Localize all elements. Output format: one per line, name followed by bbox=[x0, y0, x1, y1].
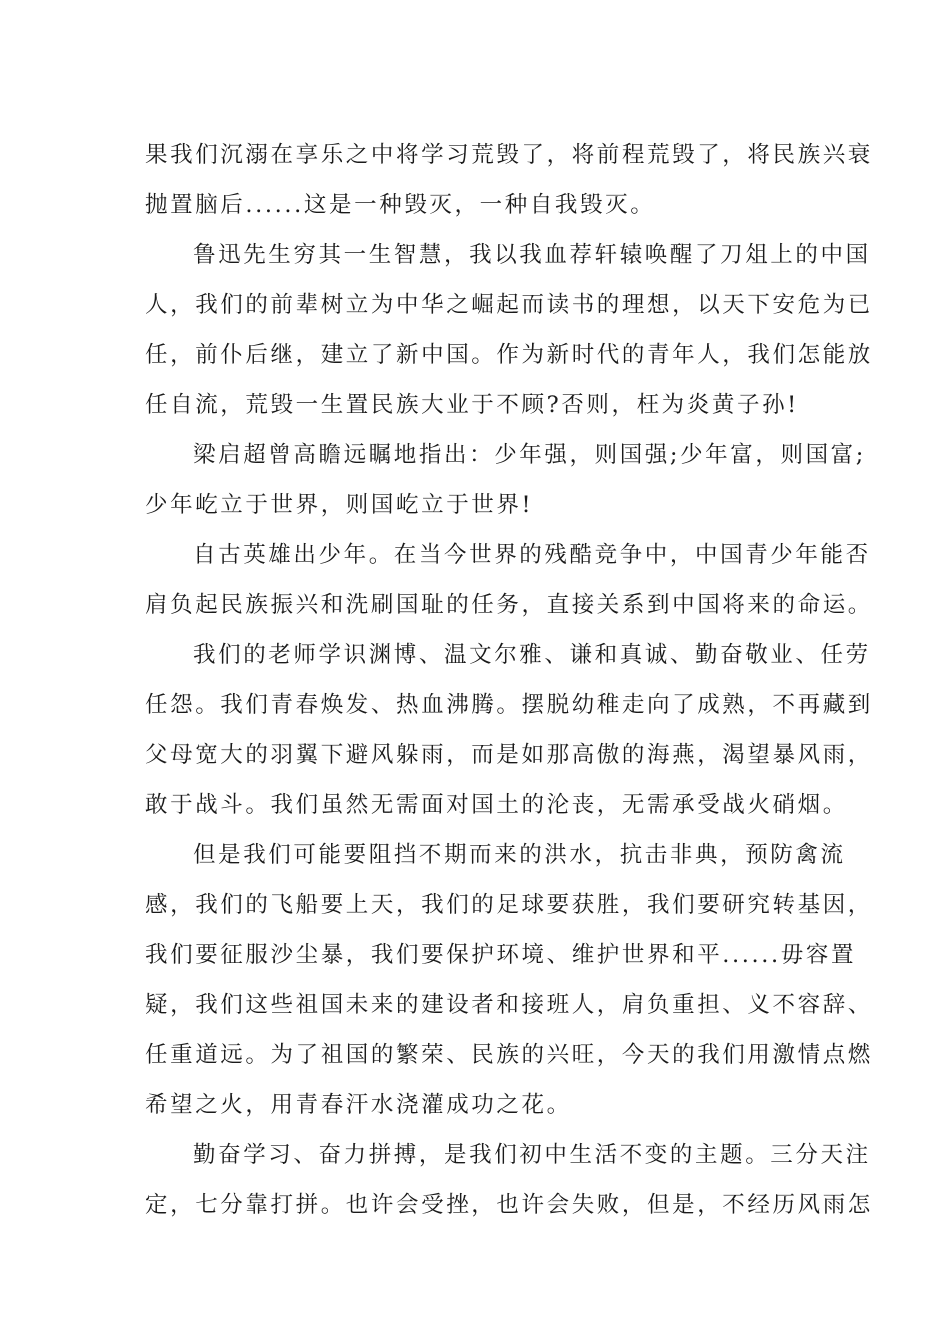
paragraph-line: 感，我们的飞船要上天，我们的足球要获胜，我们要研究转基因， bbox=[145, 892, 873, 918]
paragraph-7 bbox=[145, 1130, 873, 1230]
paragraph-4 bbox=[145, 530, 873, 630]
paragraph-2 bbox=[145, 230, 873, 430]
paragraph-line: 鲁迅先生穷其一生智慧，我以我血荐轩辕唤醒了刀俎上的中国 bbox=[193, 242, 871, 268]
paragraph-line: 疑，我们这些祖国未来的建设者和接班人，肩负重担、义不容辞、 bbox=[145, 992, 873, 1018]
paragraph-line: 抛置脑后......这是一种毁灭，一种自我毁灭。 bbox=[145, 192, 656, 218]
paragraph-line: 人，我们的前辈树立为中华之崛起而读书的理想，以天下安危为已 bbox=[145, 292, 873, 318]
paragraph-line: 敢于战斗。我们虽然无需面对国土的沦丧，无需承受战火硝烟。 bbox=[145, 792, 848, 818]
paragraph-5 bbox=[145, 630, 873, 830]
paragraph-line: 任自流，荒毁一生置民族大业于不顾?否则，枉为炎黄子孙! bbox=[145, 392, 799, 418]
paragraph-line: 果我们沉溺在享乐之中将学习荒毁了，将前程荒毁了，将民族兴衰 bbox=[145, 142, 873, 168]
paragraph-line: 我们的老师学识渊博、温文尔雅、谦和真诚、勤奋敬业、任劳 bbox=[193, 642, 871, 668]
paragraph-1 bbox=[145, 130, 873, 230]
paragraph-line: 勤奋学习、奋力拼搏，是我们初中生活不变的主题。三分天注 bbox=[193, 1142, 871, 1168]
paragraph-line: 定，七分靠打拼。也许会受挫，也许会失败，但是，不经历风雨怎 bbox=[145, 1192, 873, 1218]
document-body bbox=[145, 130, 873, 1230]
paragraph-line: 任，前仆后继，建立了新中国。作为新时代的青年人，我们怎能放 bbox=[145, 342, 873, 368]
paragraph-line: 任怨。我们青春焕发、热血沸腾。摆脱幼稚走向了成熟，不再藏到 bbox=[145, 692, 873, 718]
paragraph-line: 少年屹立于世界，则国屹立于世界! bbox=[145, 492, 534, 518]
paragraph-line: 父母宽大的羽翼下避风躲雨，而是如那高傲的海燕，渴望暴风雨， bbox=[145, 742, 873, 768]
paragraph-line: 自古英雄出少年。在当今世界的残酷竞争中，中国青少年能否 bbox=[193, 542, 871, 568]
paragraph-line: 梁启超曾高瞻远瞩地指出：少年强，则国强;少年富，则国富; bbox=[193, 442, 866, 468]
paragraph-line: 但是我们可能要阻挡不期而来的洪水，抗击非典，预防禽流 bbox=[193, 842, 846, 868]
paragraph-line: 任重道远。为了祖国的繁荣、民族的兴旺，今天的我们用激情点燃 bbox=[145, 1042, 873, 1068]
paragraph-3 bbox=[145, 430, 866, 530]
paragraph-line: 希望之火，用青春汗水浇灌成功之花。 bbox=[145, 1092, 572, 1118]
paragraph-6 bbox=[145, 830, 873, 1130]
paragraph-line: 我们要征服沙尘暴，我们要保护环境、维护世界和平......毋容置 bbox=[145, 942, 857, 968]
paragraph-line: 肩负起民族振兴和洗刷国耻的任务，直接关系到中国将来的命运。 bbox=[145, 592, 873, 618]
